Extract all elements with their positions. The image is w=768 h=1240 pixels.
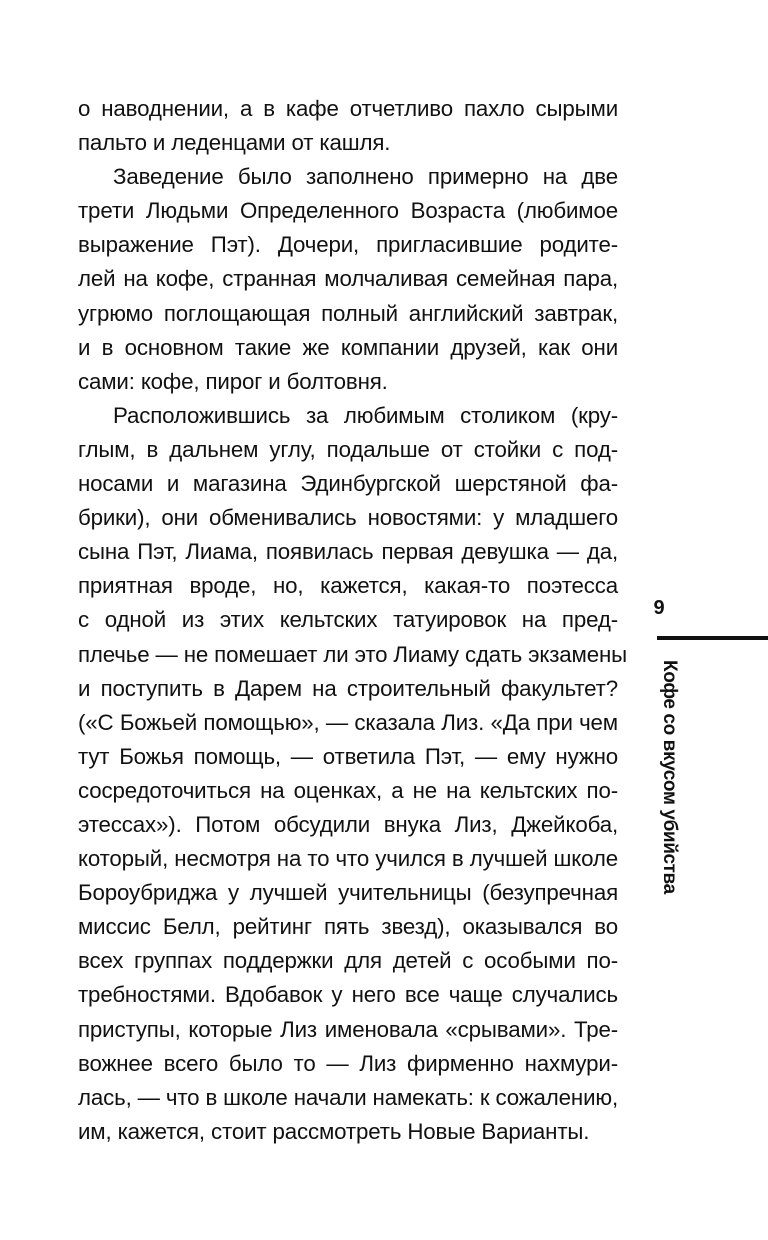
text-line: лась, — что в школе начали намекать: к сожалению, [78,1084,618,1110]
text-line: сына Пэт, Лиама, появилась первая девушка — да, [78,539,618,565]
margin-rule [657,636,768,640]
text-line: с одной из этих кельтских татуировок на пред- [78,607,618,633]
text-line: который, несмотря на то что учился в лучшей школе [78,846,618,872]
text-line: лей на кофе, странная молчаливая семейная пара, [78,266,618,292]
text-line: сосредоточиться на оценках, а не на кельтских по- [78,777,618,803]
text-line: трети Людьми Определенного Возраста (любимое [78,198,618,224]
text-line: («С Божьей помощью», — сказала Лиз. «Да при чем [78,709,618,735]
page-number: 9 [653,597,665,619]
text-line: плечье — не помешает ли это Лиаму сдать экзамены [78,641,628,667]
text-line: Заведение было заполнено примерно на две [113,164,618,190]
text-line: глым, в дальнем углу, подальше от стойки с под- [78,436,618,462]
text-line: этессах»). Потом обсудили внука Лиз, Джейкоба, [78,811,618,837]
text-line: миссис Белл, рейтинг пять звезд), оказывался во [78,914,618,940]
running-head-title: Кофе со вкусом убийства [659,660,680,894]
text-line: пальто и леденцами от кашля. [78,130,391,156]
text-line: выражение Пэт). Дочери, пригласившие родите- [78,232,618,258]
text-line: тут Божья помощь, — ответила Пэт, — ему нужно [78,743,618,769]
text-line: Бороубриджа у лучшей учительницы (безупречная [78,880,618,906]
text-line: и в основном такие же компании друзей, как они [78,334,618,360]
text-line: приятная вроде, но, кажется, какая-то поэтесса [78,573,618,599]
text-line: вожнее всего было то — Лиз фирменно нахмури- [78,1050,618,1076]
text-line: требностями. Вдобавок у него все чаще случались [78,982,618,1008]
text-line: о наводнении, а в кафе отчетливо пахло сырыми [78,96,618,121]
text-line: брики), они обменивались новостями: у младшего [78,505,618,531]
body-text [78,92,628,1149]
text-line: Расположившись за любимым столиком (кру- [113,402,618,428]
text-line: угрюмо поглощающая полный английский завтрак, [78,300,618,326]
text-line: сами: кофе, пирог и болтовня. [78,368,388,394]
running-head [659,660,680,894]
text-line: им, кажется, стоит рассмотреть Новые Варианты. [78,1118,590,1144]
text-line: приступы, которые Лиз именовала «срывами». Тре- [78,1016,618,1042]
text-line: носами и магазина Эдинбургской шерстяной фа- [78,471,618,497]
text-line: и поступить в Дарем на строительный факультет? [78,675,618,701]
text-line: всех группах поддержки для детей с особыми по- [78,948,618,974]
